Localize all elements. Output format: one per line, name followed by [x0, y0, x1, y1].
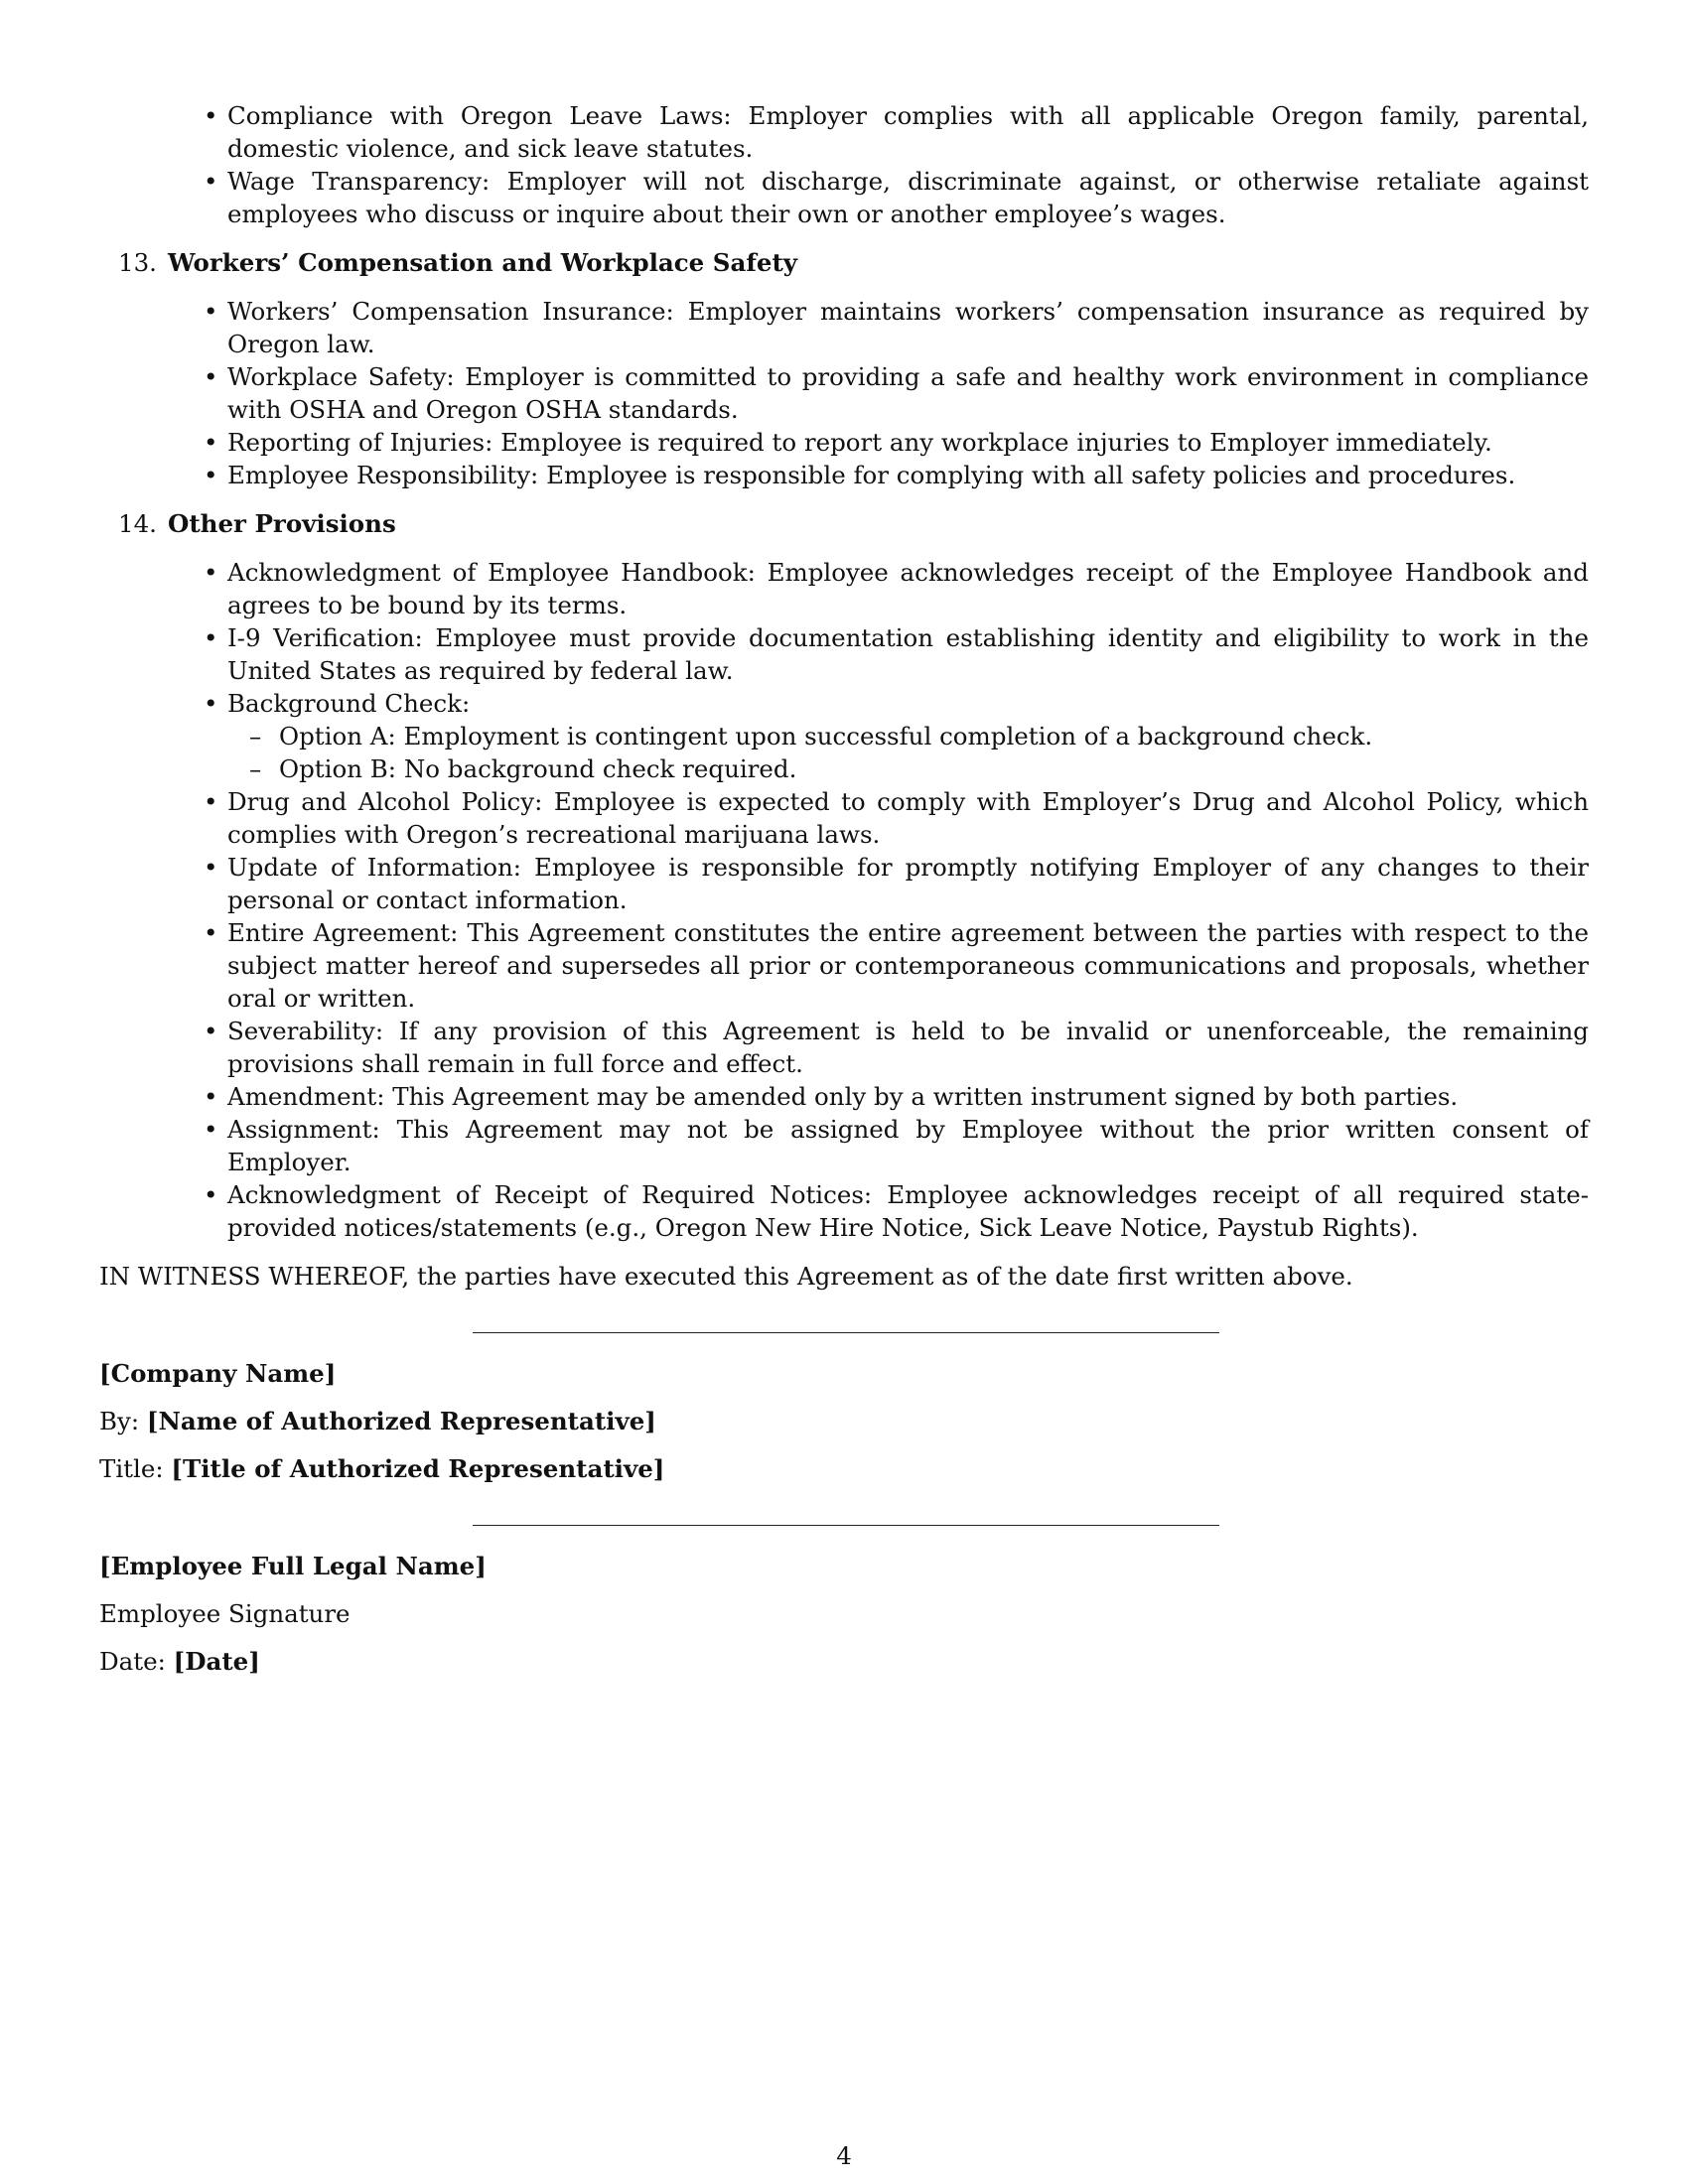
list-item: • Wage Transparency: Employer will not discharge, discriminate against, or otherwise retaliate against employees who discuss or inquire about their own or another employee’s wages.	[227, 165, 1589, 230]
list-item: • Entire Agreement: This Agreement constitutes the entire agreement between the parties with respect to the subject matter hereof and supersedes all prior or contemporaneous communications and proposals, whether oral or written.	[227, 916, 1589, 1015]
list-item: • Reporting of Injuries: Employee is required to report any workplace injuries to Employer immediately.	[227, 426, 1589, 459]
date-row	[99, 1645, 1589, 1678]
authorized-rep-title: [Title of Authorized Representative]	[171, 1454, 665, 1483]
by-label: By:	[99, 1407, 140, 1435]
document-page	[99, 99, 1589, 1678]
authorized-rep-title-row	[99, 1452, 1589, 1485]
list-item: • Assignment: This Agreement may not be assigned by Employee without the prior written consent of Employer.	[227, 1113, 1589, 1178]
list-item-background-check	[227, 687, 1589, 785]
page-number: 4	[836, 2141, 852, 2170]
list-item: • Workplace Safety: Employer is committed to providing a safe and healthy work environment in compliance with OSHA and Oregon OSHA standards.	[227, 360, 1589, 426]
list-item: • Drug and Alcohol Policy: Employee is expected to comply with Employer’s Drug and Alcohol Policy, which complies with Oregon’s recreational marijuana laws.	[227, 785, 1589, 851]
authorized-rep-name: [Name of Authorized Representative]	[146, 1407, 656, 1435]
company-name: [Company Name]	[99, 1359, 337, 1388]
list-item-label: Background Check:	[227, 689, 471, 718]
list-item: • Acknowledgment of Receipt of Required Notices: Employee acknowledges receipt of all required state-provided notices/statements (e.g., Oregon New Hire Notice, Sick Leave Notice, Paystub Rights).	[227, 1178, 1589, 1244]
section-13-heading	[118, 246, 1589, 279]
section-14-list	[227, 556, 1589, 1244]
employee-name: [Employee Full Legal Name]	[99, 1552, 487, 1580]
sub-list-item: – Option B: No background check required.	[279, 752, 1589, 785]
section-title: Workers’ Compensation and Workplace Safety	[168, 248, 798, 277]
continued-list	[227, 99, 1589, 230]
employee-signature-line	[473, 1525, 1219, 1526]
section-13-list	[227, 295, 1589, 491]
section-title: Other Provisions	[168, 509, 396, 538]
section-number: 13.	[118, 248, 157, 277]
sub-list-item: – Option A: Employment is contingent upon successful completion of a background check.	[279, 720, 1589, 752]
list-item: • Compliance with Oregon Leave Laws: Employer complies with all applicable Oregon family, parental, domestic violence, and sick leave statutes.	[227, 99, 1589, 165]
date-value: [Date]	[173, 1647, 260, 1676]
list-item: • Severability: If any provision of this Agreement is held to be invalid or unenforceable, the remaining provisions shall remain in full force and effect.	[227, 1015, 1589, 1080]
employee-signature-label: Employee Signature	[99, 1599, 351, 1628]
list-item: • Amendment: This Agreement may be amended only by a written instrument signed by both parties.	[227, 1080, 1589, 1113]
background-options-list	[279, 720, 1589, 785]
list-item: • Acknowledgment of Employee Handbook: Employee acknowledges receipt of the Employee Handbook and agrees to be bound by its terms.	[227, 556, 1589, 621]
date-label: Date:	[99, 1647, 166, 1676]
employer-signature-line	[473, 1332, 1219, 1333]
title-label: Title:	[99, 1454, 164, 1483]
list-item: • Workers’ Compensation Insurance: Employer maintains workers’ compensation insurance as required by Oregon law.	[227, 295, 1589, 360]
authorized-rep-row	[99, 1405, 1589, 1437]
witness-statement: IN WITNESS WHEREOF, the parties have executed this Agreement as of the date first written above.	[99, 1262, 1353, 1291]
section-14-heading	[118, 507, 1589, 540]
list-item: • Employee Responsibility: Employee is responsible for complying with all safety policies and procedures.	[227, 459, 1589, 491]
list-item: • Update of Information: Employee is responsible for promptly notifying Employer of any changes to their personal or contact information.	[227, 851, 1589, 916]
section-number: 14.	[118, 509, 157, 538]
list-item: • I-9 Verification: Employee must provide documentation establishing identity and eligibility to work in the United States as required by federal law.	[227, 621, 1589, 687]
